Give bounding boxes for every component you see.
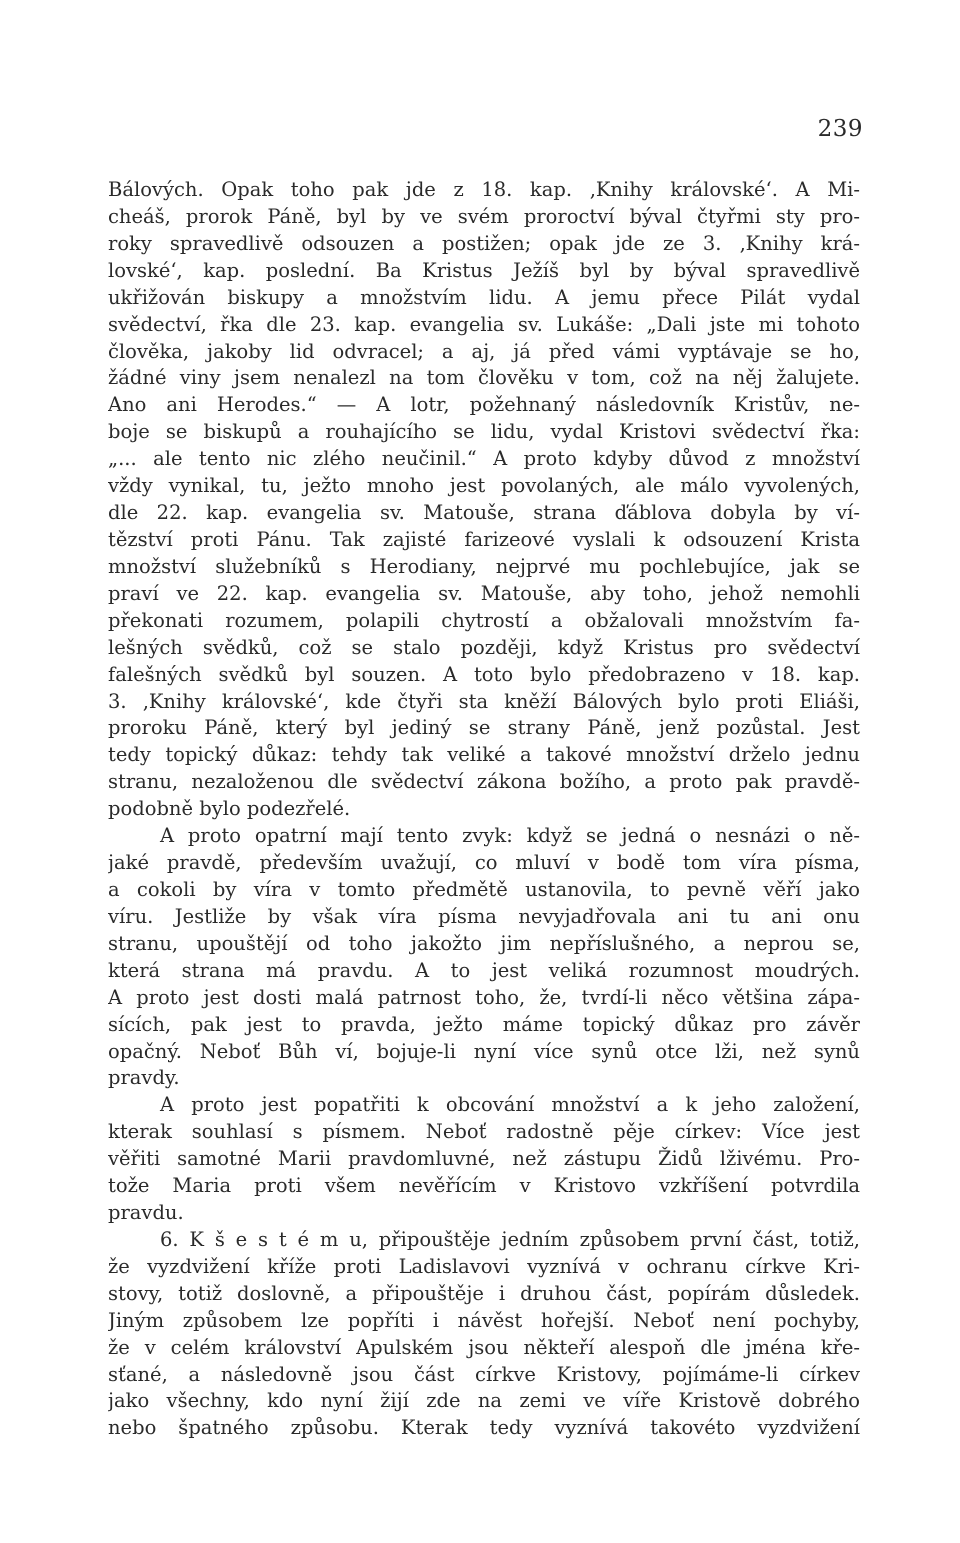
text-line: Jiným způsobem lze popříti i návěst hořejší. Neboť není pochyby, [108, 1308, 860, 1332]
body-text [108, 177, 860, 1442]
text-line: sících, pak jest to pravda, ježto máme topický důkaz pro závěr [108, 1012, 860, 1036]
text-line: nebo špatného způsobu. Kterak tedy vyznívá takovéto vyzdvižení [108, 1416, 860, 1440]
text-line: tězství proti Pánu. Tak zajisté farizeové vyslali k odsouzení Krista [108, 527, 860, 551]
text-line: podobně bylo podezřelé. [108, 797, 351, 821]
text-line: 6. K š e s t é m u, připouštěje jedním způsobem první část, totiž, [160, 1227, 860, 1251]
text-line: falešných svědků byl souzen. A toto bylo předobrazeno v 18. kap. [108, 662, 860, 686]
text-line: A proto jest dosti malá patrnost toho, že, tvrdí-li něco většina zápa- [108, 985, 860, 1009]
text-line: překonati rozumem, polapili chytrostí a obžalovali množstvím fa- [108, 608, 860, 632]
page-number: 239 [817, 116, 863, 142]
text-line: tože Maria proti všem nevěřícím v Kristovo vzkříšení potvrdila [108, 1174, 860, 1198]
text-line: pravdy. [108, 1066, 180, 1090]
text-line: roky spravedlivě odsouzen a postižen; opak jde ze 3. ‚Knihy krá- [108, 231, 860, 255]
text-line: žádné viny jsem nenalezl na tom člověku v tom, což na něj žalujete. [108, 366, 860, 390]
text-line: sťané, a následovně jsou část církve Kristovy, pojímáme-li církev [108, 1362, 860, 1386]
text-line: lešných svědků, což se stalo později, když Kristus pro svědectví [108, 635, 860, 659]
text-line: ukřižován biskupy a množstvím lidu. A jemu přece Pilát vydal [108, 285, 860, 309]
text-line: cheáš, prorok Páně, byl by ve svém proroctví býval čtyřmi sty pro- [108, 204, 860, 228]
text-line: proroku Páně, který byl jediný se strany Páně, jenž pozůstal. Jest [108, 716, 860, 740]
text-line: „... ale tento nic zlého neučinil.“ A proto kdyby důvod z množství [108, 447, 860, 471]
text-line: která strana má pravdu. A to jest veliká rozumnost moudrých. [108, 958, 860, 982]
text-line: stranu, nezaloženou dle svědectví zákona božího, a proto pak pravdě- [108, 770, 860, 794]
text-line: víru. Jestliže by však víra písma nevyjadřovala ani tu ani onu [108, 904, 860, 928]
text-line: boje se biskupů a rouhajícího se lidu, vydal Kristovi svědectví řka: [108, 420, 860, 444]
text-line: vždy vynikal, tu, ježto mnoho jest povolaných, ale málo vyvolených, [108, 474, 860, 498]
text-line: A proto opatrní mají tento zvyk: když se jedná o nesnázi o ně- [160, 824, 860, 848]
text-line: dle 22. kap. evangelia sv. Matouše, strana ďáblova dobyla by ví- [108, 501, 860, 525]
text-line: člověka, jakoby lid odvracel; a aj, já před vámi vyptávaje se ho, [108, 339, 860, 363]
text-line: praví ve 22. kap. evangelia sv. Matouše, aby toho, jehož nemohli [108, 581, 860, 605]
text-line: jako všechny, kdo nyní žijí zde na zemi ve víře Kristově dobrého [108, 1389, 860, 1413]
text-line: 3. ‚Knihy královské‘, kde čtyři sta kněží Bálových bylo proti Eliáši, [108, 689, 860, 713]
text-line: množství služebníků s Herodiany, nejprvé mu pochlebujíce, jak se [108, 554, 860, 578]
text-line: že v celém království Apulském jsou někteří alespoň dle jména kře- [108, 1335, 860, 1359]
text-line: lovské‘, kap. poslední. Ba Kristus Ježíš byl by býval spravedlivě [108, 258, 860, 282]
text-line: Bálových. Opak toho pak jde z 18. kap. ‚Knihy královské‘. A Mi- [108, 178, 860, 201]
text-line: že vyzdvižení kříže proti Ladislavovi vyznívá v ochranu církve Kri- [108, 1254, 860, 1278]
text-line: jaké pravdě, především uvažují, co mluví v bodě tom víra písma, [108, 851, 860, 875]
text-line: věřiti samotné Marii pravdomluvné, než zástupu Židů lživému. Pro- [108, 1147, 860, 1171]
text-line: kterak souhlasí s písmem. Neboť radostně pěje církev: Více jest [108, 1120, 860, 1144]
text-line: tedy topický důkaz: tehdy tak veliké a takové množství drželo jednu [108, 743, 860, 767]
text-line: Ano ani Herodes.“ — A lotr, požehnaný následovník Kristův, ne- [108, 393, 860, 417]
text-line: svědectví, řka dle 23. kap. evangelia sv. Lukáše: „Dali jste mi tohoto [108, 312, 860, 336]
text-line: pravdu. [108, 1201, 184, 1225]
text-line: a cokoli by víra v tomto předmětě ustanovila, to pevně věří jako [108, 877, 860, 901]
text-line: stranu, upouštějí od toho jakožto jim nepříslušného, a neprou se, [108, 931, 860, 955]
text-line: opačný. Neboť Bůh ví, bojuje-li nyní více synů otce lži, než synů [108, 1039, 860, 1063]
text-line: stovy, totiž doslovně, a připouštěje i druhou část, popírám důsledek. [108, 1281, 860, 1305]
text-line: A proto jest popatřiti k obcování množství a k jeho založení, [160, 1093, 860, 1117]
